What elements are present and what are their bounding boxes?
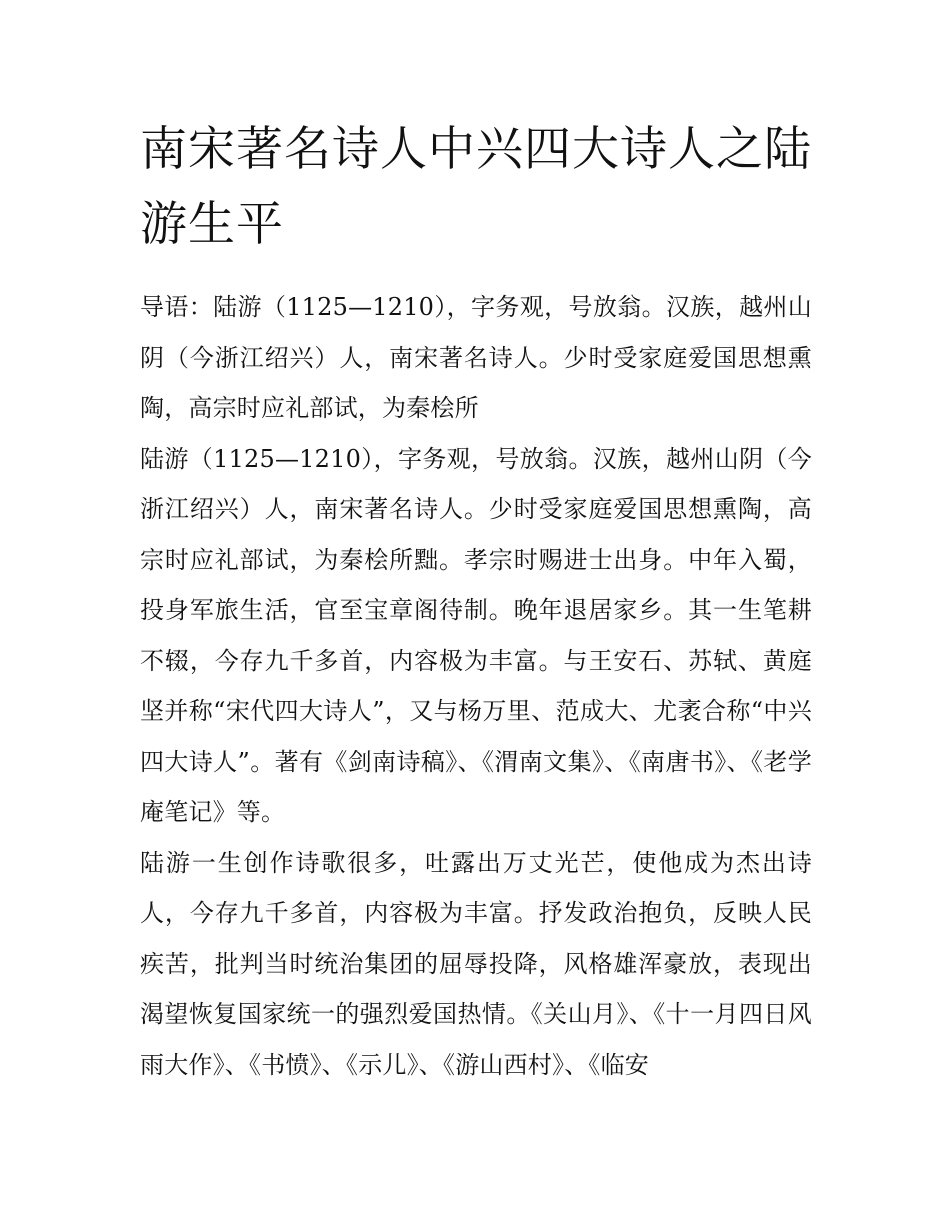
biography-paragraph: 陆游（1125—1210），字务观，号放翁。汉族，越州山阴（今浙江绍兴）人，南宋著名诗人。少时受家庭爱国思想熏陶，高宗时应礼部试，为秦桧所黜。孝宗时赐进士出身。中年入蜀，投身军旅生活，官至宝章阁待制。晚年退居家乡。其一生笔耕不辍，今存九千多首，内容极为丰富。与王安石、苏轼、黄庭坚并称“宋代四大诗人”，又与杨万里、范成大、尤袤合称“中兴四大诗人”。著有《剑南诗稿》、《渭南文集》、《南唐书》、《老学庵笔记》等。	[140, 444, 812, 826]
intro-paragraph: 导语：陆游（1125—1210），字务观，号放翁。汉族，越州山阴（今浙江绍兴）人，南宋著名诗人。少时受家庭爱国思想熏陶，高宗时应礼部试，为秦桧所	[140, 293, 812, 422]
document-title: 南宋著名诗人中兴四大诗人之陆游生平	[140, 122, 812, 252]
document-body	[140, 282, 812, 1090]
document-page	[140, 112, 812, 1090]
poetry-paragraph: 陆游一生创作诗歌很多，吐露出万丈光芒，使他成为杰出诗人，今存九千多首，内容极为丰富。抒发政治抱负，反映人民疾苦，批判当时统治集团的屈辱投降，风格雄浑豪放，表现出渴望恢复国家统一的强烈爱国热情。《关山月》、《十一月四日风雨大作》、《书愤》、《示儿》、《游山西村》、《临安	[140, 848, 812, 1079]
